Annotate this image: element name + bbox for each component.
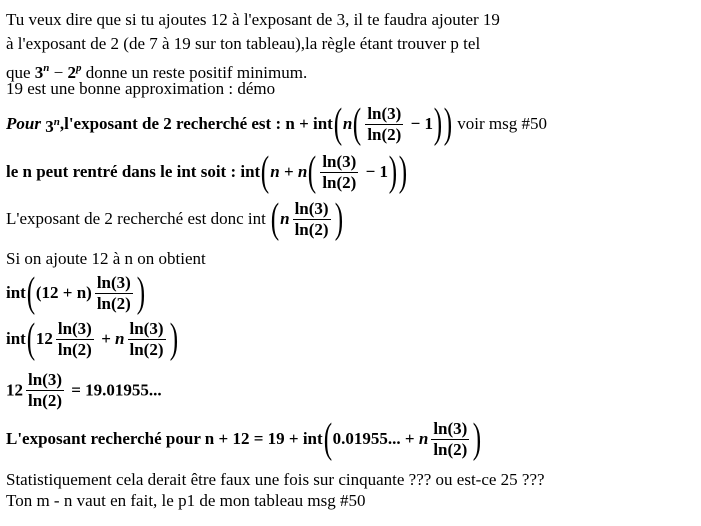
text-que: que	[6, 63, 35, 82]
fraction-ln3-ln2-2: $\frac{\ln(3)}{\ln(2)}$	[322, 151, 357, 192]
text-pour: Pour	[6, 114, 46, 133]
fraction-ln3-ln2-3: $\frac{\ln(3)}{\ln(2)}$	[294, 198, 329, 239]
text-line-2: à l'exposant de 2 (de 7 à 19 sur ton tableau),la règle étant trouver p tel	[6, 34, 481, 53]
text-ton-m-n: Ton m - n vaut en fait, le p1 de mon tableau msg #50	[6, 491, 366, 510]
fraction-ln3-ln2-6: $\frac{\ln(3)}{\ln(2)}$	[129, 318, 164, 359]
text-n-rentre: le n peut rentré dans le int soit : int	[6, 162, 261, 181]
two-power-p: 2$^p$	[67, 62, 82, 82]
text-exposant-recherche: ,l'exposant de 2 recherché est : n + int	[59, 114, 333, 133]
fraction-ln3-ln2-5: $\frac{\ln(3)}{\ln(2)}$	[57, 318, 92, 359]
fraction-ln3-ln2-7: $\frac{\ln(3)}{\ln(2)}$	[28, 370, 62, 410]
formula-line-n-plus-12: L'exposant recherché pour n + 12 = 19 + int(0.01955... + n $\frac{\ln(3)}{\ln(2)}$ )	[6, 416, 482, 462]
formula-line-int: le n peut rentré dans le int soit : int(n + n( $\frac{\ln(3)}{\ln(2)}$ − 1))	[6, 149, 408, 195]
text-line-1: Tu veux dire que si tu ajoutes 12 à l'exposant de 3, il te faudra ajouter 19	[6, 10, 500, 29]
formula-result: 12 $\frac{\ln(3)}{\ln(2)}$ = 19.01955...	[6, 370, 162, 410]
formula-line-exposant: Pour 3$^n$,l'exposant de 2 recherché est : n + int(n( $\frac{\ln(3)}{\ln(2)}$ − 1)) voir msg #50	[6, 101, 547, 147]
text-statistiquement: Statistiquement cela derait être faux une fois sur cinquante ??? ou est-ce 25 ???	[6, 470, 545, 489]
formula-int-split: int(12 $\frac{\ln(3)}{\ln(2)}$ + n $\frac{\ln(3)}{\ln(2)}$ )	[6, 316, 178, 362]
three-power-n: 3$^n$	[34, 62, 50, 82]
text-reste: donne un reste positif minimum.	[81, 63, 308, 82]
text-line-4: 19 est une bonne approximation : démo	[6, 79, 276, 98]
text-exposant-n12: L'exposant recherché pour n + 12 = 19 + int	[6, 429, 323, 448]
fraction-ln3-ln2-4: $\frac{\ln(3)}{\ln(2)}$	[96, 272, 131, 313]
fraction-ln3-ln2: $\frac{\ln(3)}{\ln(2)}$	[367, 103, 402, 144]
text-line-ajoute: Si on ajoute 12 à n on obtient	[6, 249, 206, 268]
three-power-n-2: 3$^n$	[45, 115, 60, 136]
formula-line-donc: L'exposant de 2 recherché est donc int (n $\frac{\ln(3)}{\ln(2)}$ )	[6, 196, 343, 242]
text-voir-msg: voir msg #50	[457, 114, 547, 133]
text-donc: L'exposant de 2 recherché est donc int	[6, 209, 266, 228]
formula-int-12-plus-n: int((12 + n) $\frac{\ln(3)}{\ln(2)}$ )	[6, 270, 146, 316]
text-line-3: que $3^n - 2^p$ donne un reste positif minimum.	[6, 62, 308, 82]
fraction-ln3-ln2-8: $\frac{\ln(3)}{\ln(2)}$	[433, 418, 468, 459]
